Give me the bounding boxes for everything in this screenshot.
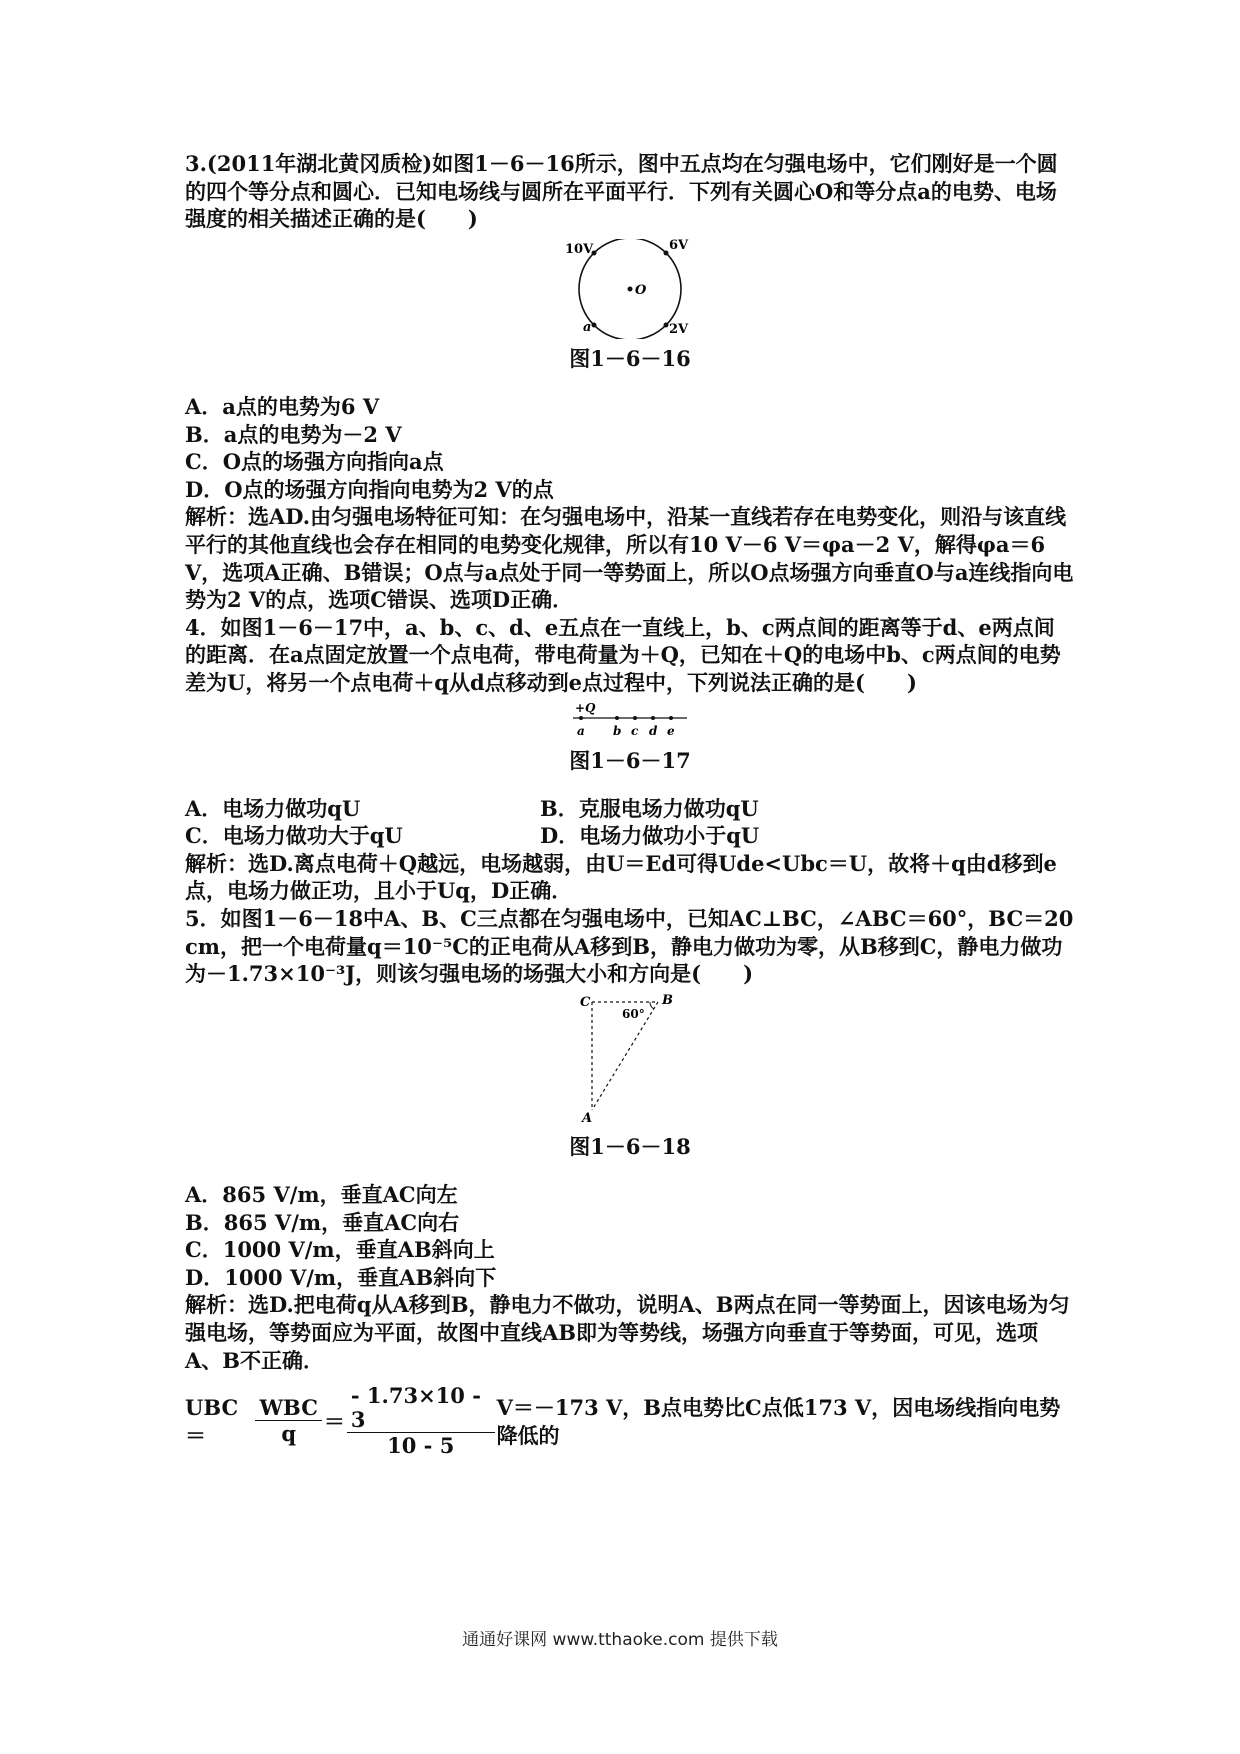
option-a: A．a点的电势为6 V [185,393,380,419]
label-e: e [667,723,675,738]
option-d: D．1000 V/m，垂直AB斜向下 [185,1264,497,1290]
fraction-numerator: - 1.73×10 - 3 [347,1384,495,1433]
label-o: O [635,282,647,298]
formula-ubc [185,1384,1075,1459]
label-charge: +Q [575,700,596,715]
option-d: D．电场力做功小于qU [540,823,760,849]
option-c: C．1000 V/m，垂直AB斜向上 [185,1237,495,1263]
circle-diagram [545,239,715,339]
formula-lhs: UBC＝ [185,1395,239,1448]
label-6v: 6V [669,238,689,253]
figure-caption: 图1－6－18 [569,1134,691,1160]
figure-1-6-17 [185,701,1075,748]
option-d: D．O点的场强方向指向电势为2 V的点 [185,476,554,502]
label-2v: 2V [669,321,689,337]
formula-equals: ＝ [323,1408,345,1434]
q4-stem: 4．如图1－6－17中，a、b、c、d、e五点在一直线上，b、c两点间的距离等于d、e两点间的距离．在a点固定放置一个点电荷，带电荷量为＋Q，已知在＋Q的电场中b、c两点间的电势差为U，将另一个点电荷＋q从d点移动到e点过程中，下列说法正确的是( ) [185,614,1061,695]
formula-tail: V＝－173 V，B点电势比C点低173 V，因电场线指向电势降低的 [496,1395,1061,1448]
option-c: C．O点的场强方向指向a点 [185,449,444,475]
label-c: c [631,723,639,738]
label-b: b [613,723,622,738]
document-body [185,150,1075,1459]
figure-1-6-16 [185,239,1075,346]
option-c: C．电场力做功大于qU [185,823,403,849]
page-footer: 通通好课网 www.tthaoke.com 提供下载 [462,1630,778,1650]
q3-options [185,393,1075,503]
option-b: B．865 V/m，垂直AC向右 [185,1209,460,1235]
triangle-diagram [570,992,690,1127]
label-a: A [582,1110,593,1126]
label-10v: 10V [565,241,594,257]
option-b: B．a点的电势为－2 V [185,421,402,447]
label-a: a [577,723,585,738]
figure-caption: 图1－6－16 [569,346,691,372]
label-a: a [583,319,592,335]
option-b: B．克服电场力做功qU [540,795,759,821]
q3-stem: 3.(2011年湖北黄冈质检)如图1－6－16所示，图中五点均在匀强电场中，它们刚好是一个圆的四个等分点和圆心．已知电场线与圆所在平面平行．下列有关圆心O和等分点a的电势、电场强度的相关描述正确的是( ) [185,151,1058,232]
figure-caption: 图1－6－17 [569,748,691,774]
fraction-wbc-q [255,1396,321,1447]
label-c: C [580,994,591,1010]
line-diagram [565,701,695,741]
q5-analysis: 解析：选D.把电荷q从A移到B，静电力不做功，说明A、B两点在同一等势面上，因该电场为匀强电场，等势面应为平面，故图中直线AB即为等势线，场强方向垂直于等势面，可见，选项A、B不正确． [185,1292,1070,1373]
q3-analysis: 解析：选AD.由匀强电场特征可知：在匀强电场中，沿某一直线若存在电势变化，则沿与该直线平行的其他直线也会存在相同的电势变化规律，所以有10 V－6 V＝φa－2 V，解得φa＝6 V，选项A正确、B错误；O点与a点处于同一等势面上，所以O点场强方向垂直O与a连线指向电势为2 V的点，选项C错误、选项D正确． [185,504,1074,613]
figure-1-6-18 [185,992,1075,1134]
fraction-values [347,1384,495,1459]
q5-options [185,1181,1075,1291]
q5-stem: 5．如图1－6－18中A、B、C三点都在匀强电场中，已知AC⊥BC，∠ABC＝60°，BC＝20 cm，把一个电荷量q＝10⁻⁵C的正电荷从A移到B，静电力做功为零，从B移到C，静电力做功为－1.73×10⁻³J，则该匀强电场的场强大小和方向是( ) [185,906,1074,987]
label-d: d [649,723,658,738]
fraction-denominator: 10 - 5 [387,1433,455,1459]
fraction-numerator: WBC [255,1396,321,1421]
label-angle: 60° [622,1006,645,1021]
option-a: A．865 V/m，垂直AC向左 [185,1182,458,1208]
q4-analysis: 解析：选D.离点电荷＋Q越远，电场越弱，由U＝Ed可得Ude<Ubc＝U，故将＋q由d移到e点，电场力做正功，且小于Uq，D正确． [185,850,1057,904]
fraction-denominator: q [281,1421,297,1447]
label-b: B [662,992,673,1008]
q4-options [185,795,1075,850]
option-a: A．电场力做功qU [185,795,361,821]
